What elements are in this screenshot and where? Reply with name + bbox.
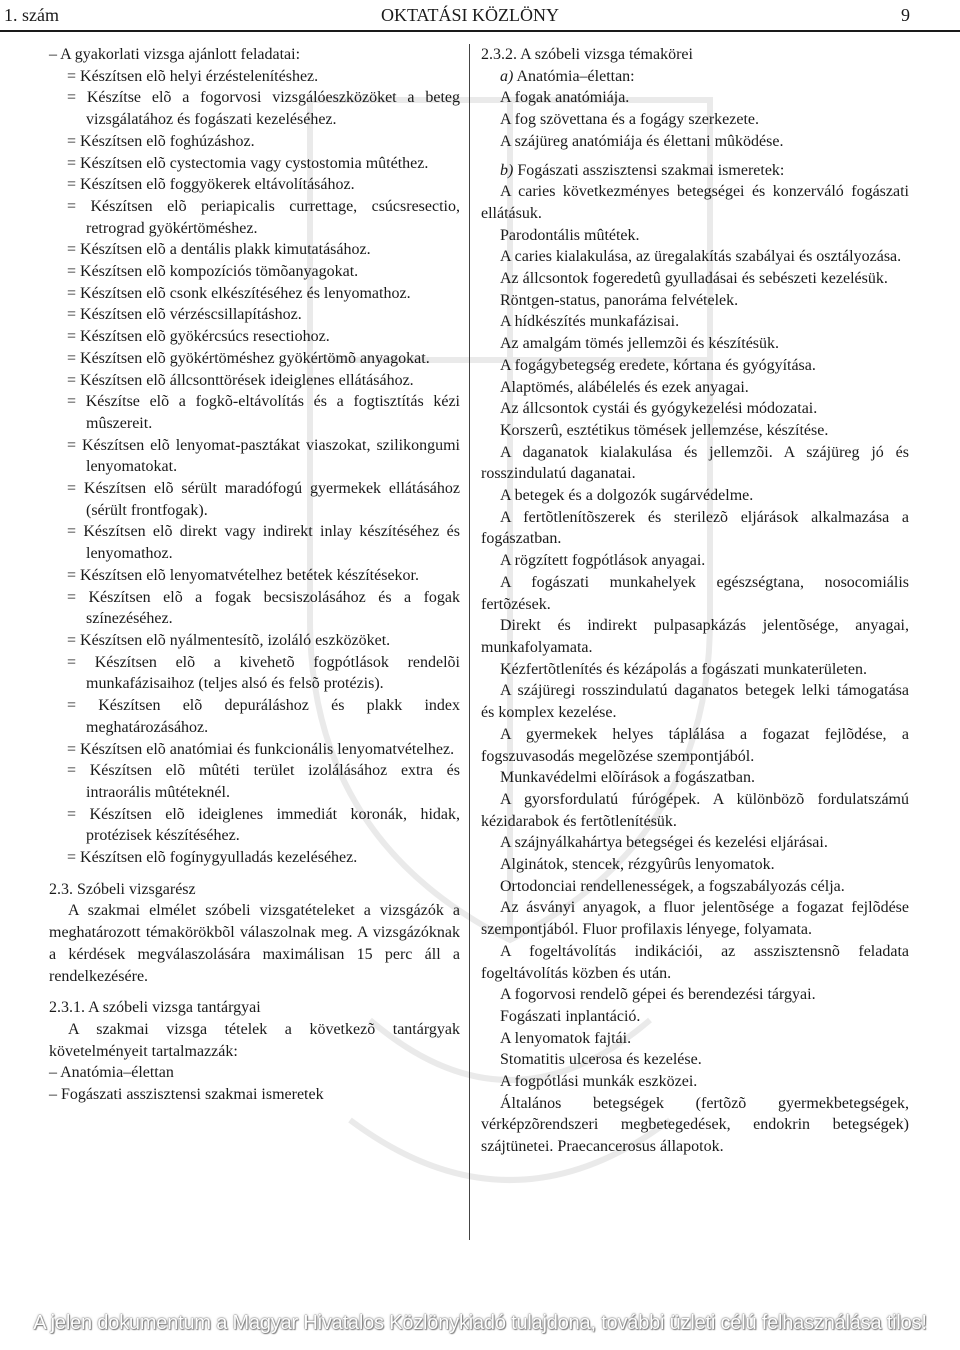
topic-item: Fogászati inplantáció. [500,1007,641,1025]
topic-item: A fog szövettana és a fogágy szerkezete. [500,111,759,129]
topic-item: Az ásványi anyagok, a fluor jelentõsége a fogazat fejlõdése szempontjából. Fluor profilaxis lényege, folyamata. [481,899,909,939]
topic-item: A gyermekek helyes táplálása a fogazat fejlõdése, a fogszuvasodás megelõzése szempontjából. [481,725,909,765]
practical-task-item: = Készítsen elõ gyökértöméshez gyökértömõ anyagokat. [67,349,430,367]
topic-item: A caries kialakulása, az üregalakítás szabályai és osztályozása. [500,248,902,266]
column-divider [469,44,470,1240]
right-column [481,44,909,1158]
practical-task-item: = Készítsen elõ a fogak becsiszolásához és a fogak színezéséhez. [67,588,460,628]
topic-item: A fogak anatómiája. [500,89,630,107]
subsection-b-heading [481,160,909,182]
anatomy-topic-list [481,87,909,152]
practical-task-item: = Készítsen elõ vérzéscsillapításhoz. [67,306,302,324]
topic-item: A fertõtlenítõszerek és sterilezõ eljárások alkalmazása a fogászatban. [481,508,909,548]
subject-item: – Fogászati asszisztensi szakmai ismeretek [49,1086,324,1104]
practical-task-item: = Készítsen elõ lenyomatvételhez betétek készítésekor. [67,566,419,584]
subsection-a-title: Anatómia–élettan: [513,67,635,85]
practical-task-item: = Készítsen elõ kompozíciós tömõanyagokat. [67,263,359,281]
topic-item: A szájnyálkahártya betegségei és kezelési eljárásai. [500,834,828,852]
section-2-3-text: A szakmai elmélet szóbeli vizsgatételeket a vizsgázók a meghatározott témakörökbõl válaszolnak meg. A vizsgázóknak a kérdések megválaszolására maximálisan 15 perc áll a rendelkezésére. [49,902,460,985]
subsection-a-heading [481,66,909,88]
ownership-watermark: A jelen dokumentum a Magyar Hivatalos Közlönykiadó tulajdona, további üzleti célú felhasználása tilos! [33,1312,927,1334]
practical-task-item: = Készítsen elõ ideiglenes immediát koronák, hidak, protézisek készítéséhez. [67,805,460,845]
topic-item: A lenyomatok fajtái. [500,1029,632,1047]
practical-task-item: = Készítsen elõ nyálmentesítõ, izoláló eszközöket. [67,631,391,649]
topic-item: Az állcsontok fogeredetû gyulladásai és sebészeti kezelésük. [500,270,888,288]
topic-item: Alaptömés, alábélelés és ezek anyagai. [500,378,749,396]
dental-assistant-topic-list [481,181,909,1158]
subject-list [49,1062,460,1105]
practical-task-item: = Készítsen elõ a dentális plakk kimutatásához. [67,241,371,259]
publication-title: OKTATÁSI KÖZLÖNY [380,5,560,25]
topic-item: Direkt és indirekt pulpasapkázás jelentõsége, anyagai, munkafolyamata. [481,617,909,656]
practical-task-item: = Készítsen elõ sérült maradófogú gyermekek ellátásához (sérült frontfogak). [67,480,460,519]
issue-number: 1. szám [4,5,59,25]
subject-item: – Anatómia–élettan [49,1064,174,1082]
topic-item: A rögzített fogpótlások anyagai. [500,552,706,570]
topic-item: A hídkészítés munkafázisai. [500,313,680,331]
section-heading-2-3-2: 2.3.2. A szóbeli vizsga témakörei [481,46,693,63]
practical-task-item: = Készítsen elõ mûtéti terület izolálásához extra és intraorális mûtéteknél. [67,762,460,801]
topic-item: Korszerû, esztétikus tömések jellemzése, készítése. [500,421,829,439]
topic-item: Stomatitis ulcerosa és kezelése. [500,1051,702,1069]
topic-item: Munkavédelmi elõírások a fogászatban. [500,769,756,787]
practical-task-item: = Készítsen elõ lenyomat-pasztákat viaszokat, szilikongumi lenyomatokat. [67,436,460,476]
subsection-b-letter: b) [500,161,514,179]
practical-task-item: = Készítsen elõ csonk elkészítéséhez és lenyomathoz. [67,284,411,302]
practical-task-item: = Készítsen elõ fogínygyulladás kezeléséhez. [67,849,358,867]
subsection-b-title: Fogászati asszisztensi szakmai ismeretek: [513,161,785,179]
topic-item: A betegek és a dolgozók sugárvédelme. [500,487,754,505]
topic-item: A fogeltávolítás indikációi, az asszisztensnõ feladata fogeltávolítás közben és után. [481,942,909,982]
topic-item: Az állcsontok cystái és gyógykezelési módozatai. [500,400,818,418]
practical-task-item: = Készítsen elõ gyökércsúcs resectiohoz. [67,328,330,346]
practical-task-item: = Készítsen elõ a kivehetõ fogpótlások rendelõi munkafázisaihoz (teljes alsó és felsõ protézis). [67,653,460,693]
section-2-3-1-text: A szakmai vizsga tételek a következõ tantárgyak követelményeit tartalmazzák: [49,1020,460,1060]
section-heading-2-3-1: 2.3.1. A szóbeli vizsga tantárgyai [49,999,261,1017]
topic-item: A daganatok kialakulása és jellemzõi. A szájüreg jó és rosszindulatú daganatai. [481,443,909,483]
topic-item: Az amalgám tömés jellemzõi és készítésük. [500,335,780,353]
topic-item: A gyorsfordulatú fúrógépek. A különbözõ fordulatszámú kézidarabok és fertõtlenítésük. [481,790,909,830]
topic-item: A fogorvosi rendelõ gépei és berendezési tárgyai. [500,986,816,1004]
practical-task-item: = Készítsen elõ foggyökerek eltávolításához. [67,176,355,194]
topic-item: Kézfertõtlenítés és kézápolás a fogászati munkaterületen. [500,660,867,678]
practical-task-item: = Készítsen elõ periapicalis currettage, csúcsresectio, retrograd gyökértöméshez. [67,197,460,237]
topic-item: Parodontális mûtétek. [500,226,640,244]
practical-task-item: = Készítsen elõ állcsonttörések ideiglenes ellátásához. [67,371,414,389]
topic-item: Alginátok, stencek, rézgyûrûs lenyomatok. [500,856,775,874]
left-column [49,44,460,1106]
page-header [0,0,960,30]
page-number: 9 [901,5,910,25]
topic-item: A fogpótlási munkák eszközei. [500,1073,698,1091]
practical-task-list [49,66,460,869]
practical-task-item: = Készítsen elõ direkt vagy indirekt inlay készítéséhez és lenyomathoz. [67,523,460,563]
practical-task-item: = Készítsen elõ depuráláshoz és plakk index meghatározásához. [67,697,460,736]
practical-task-item: = Készítsen elõ foghúzáshoz. [67,132,255,150]
topic-item: Ortodonciai rendellenességek, a fogszabályozás célja. [500,877,845,895]
section-heading-2-3: 2.3. Szóbeli vizsgarész [49,880,196,898]
topic-item: Általános betegségek (fertõzõ gyermekbetegségek, vérképzõrendszeri megbetegedések, endokrin betegségek) szájtünetei. Praecancerosus állapotok. [481,1094,909,1156]
practical-task-item: = Készítsen elõ helyi érzéstelenítéshez. [67,67,319,85]
topic-item: Röntgen-status, panoráma felvételek. [500,291,739,309]
topic-item: A szájüregi rosszindulatú daganatos betegek lelki támogatása és komplex kezelése. [481,682,909,722]
topic-item: A caries következményes betegségei és konzerváló fogászati ellátásuk. [481,183,909,222]
topic-item: A fogágybetegség eredete, kórtana és gyógyítása. [500,356,816,374]
topic-item: A szájüreg anatómiája és élettani mûködése. [500,132,784,150]
practical-task-item: = Készítse elõ a fogorvosi vizsgálóeszközöket a beteg vizsgálatához és fogászati kezeléséhez. [67,89,460,129]
practical-task-item: = Készítse elõ a fogkõ-eltávolítás és a fogtisztítás kézi mûszereit. [67,393,460,432]
practical-task-item: = Készítsen elõ anatómiai és funkcionális lenyomatvételhez. [67,740,455,758]
header-rule [0,30,960,32]
subsection-a-letter: a) [500,67,514,85]
topic-item: A fogászati munkahelyek egészségtana, nosocomiális fertõzések. [481,573,909,613]
practical-exam-intro: – A gyakorlati vizsga ajánlott feladatai: [49,46,301,63]
practical-task-item: = Készítsen elõ cystectomia vagy cystostomia mûtéthez. [67,154,429,172]
